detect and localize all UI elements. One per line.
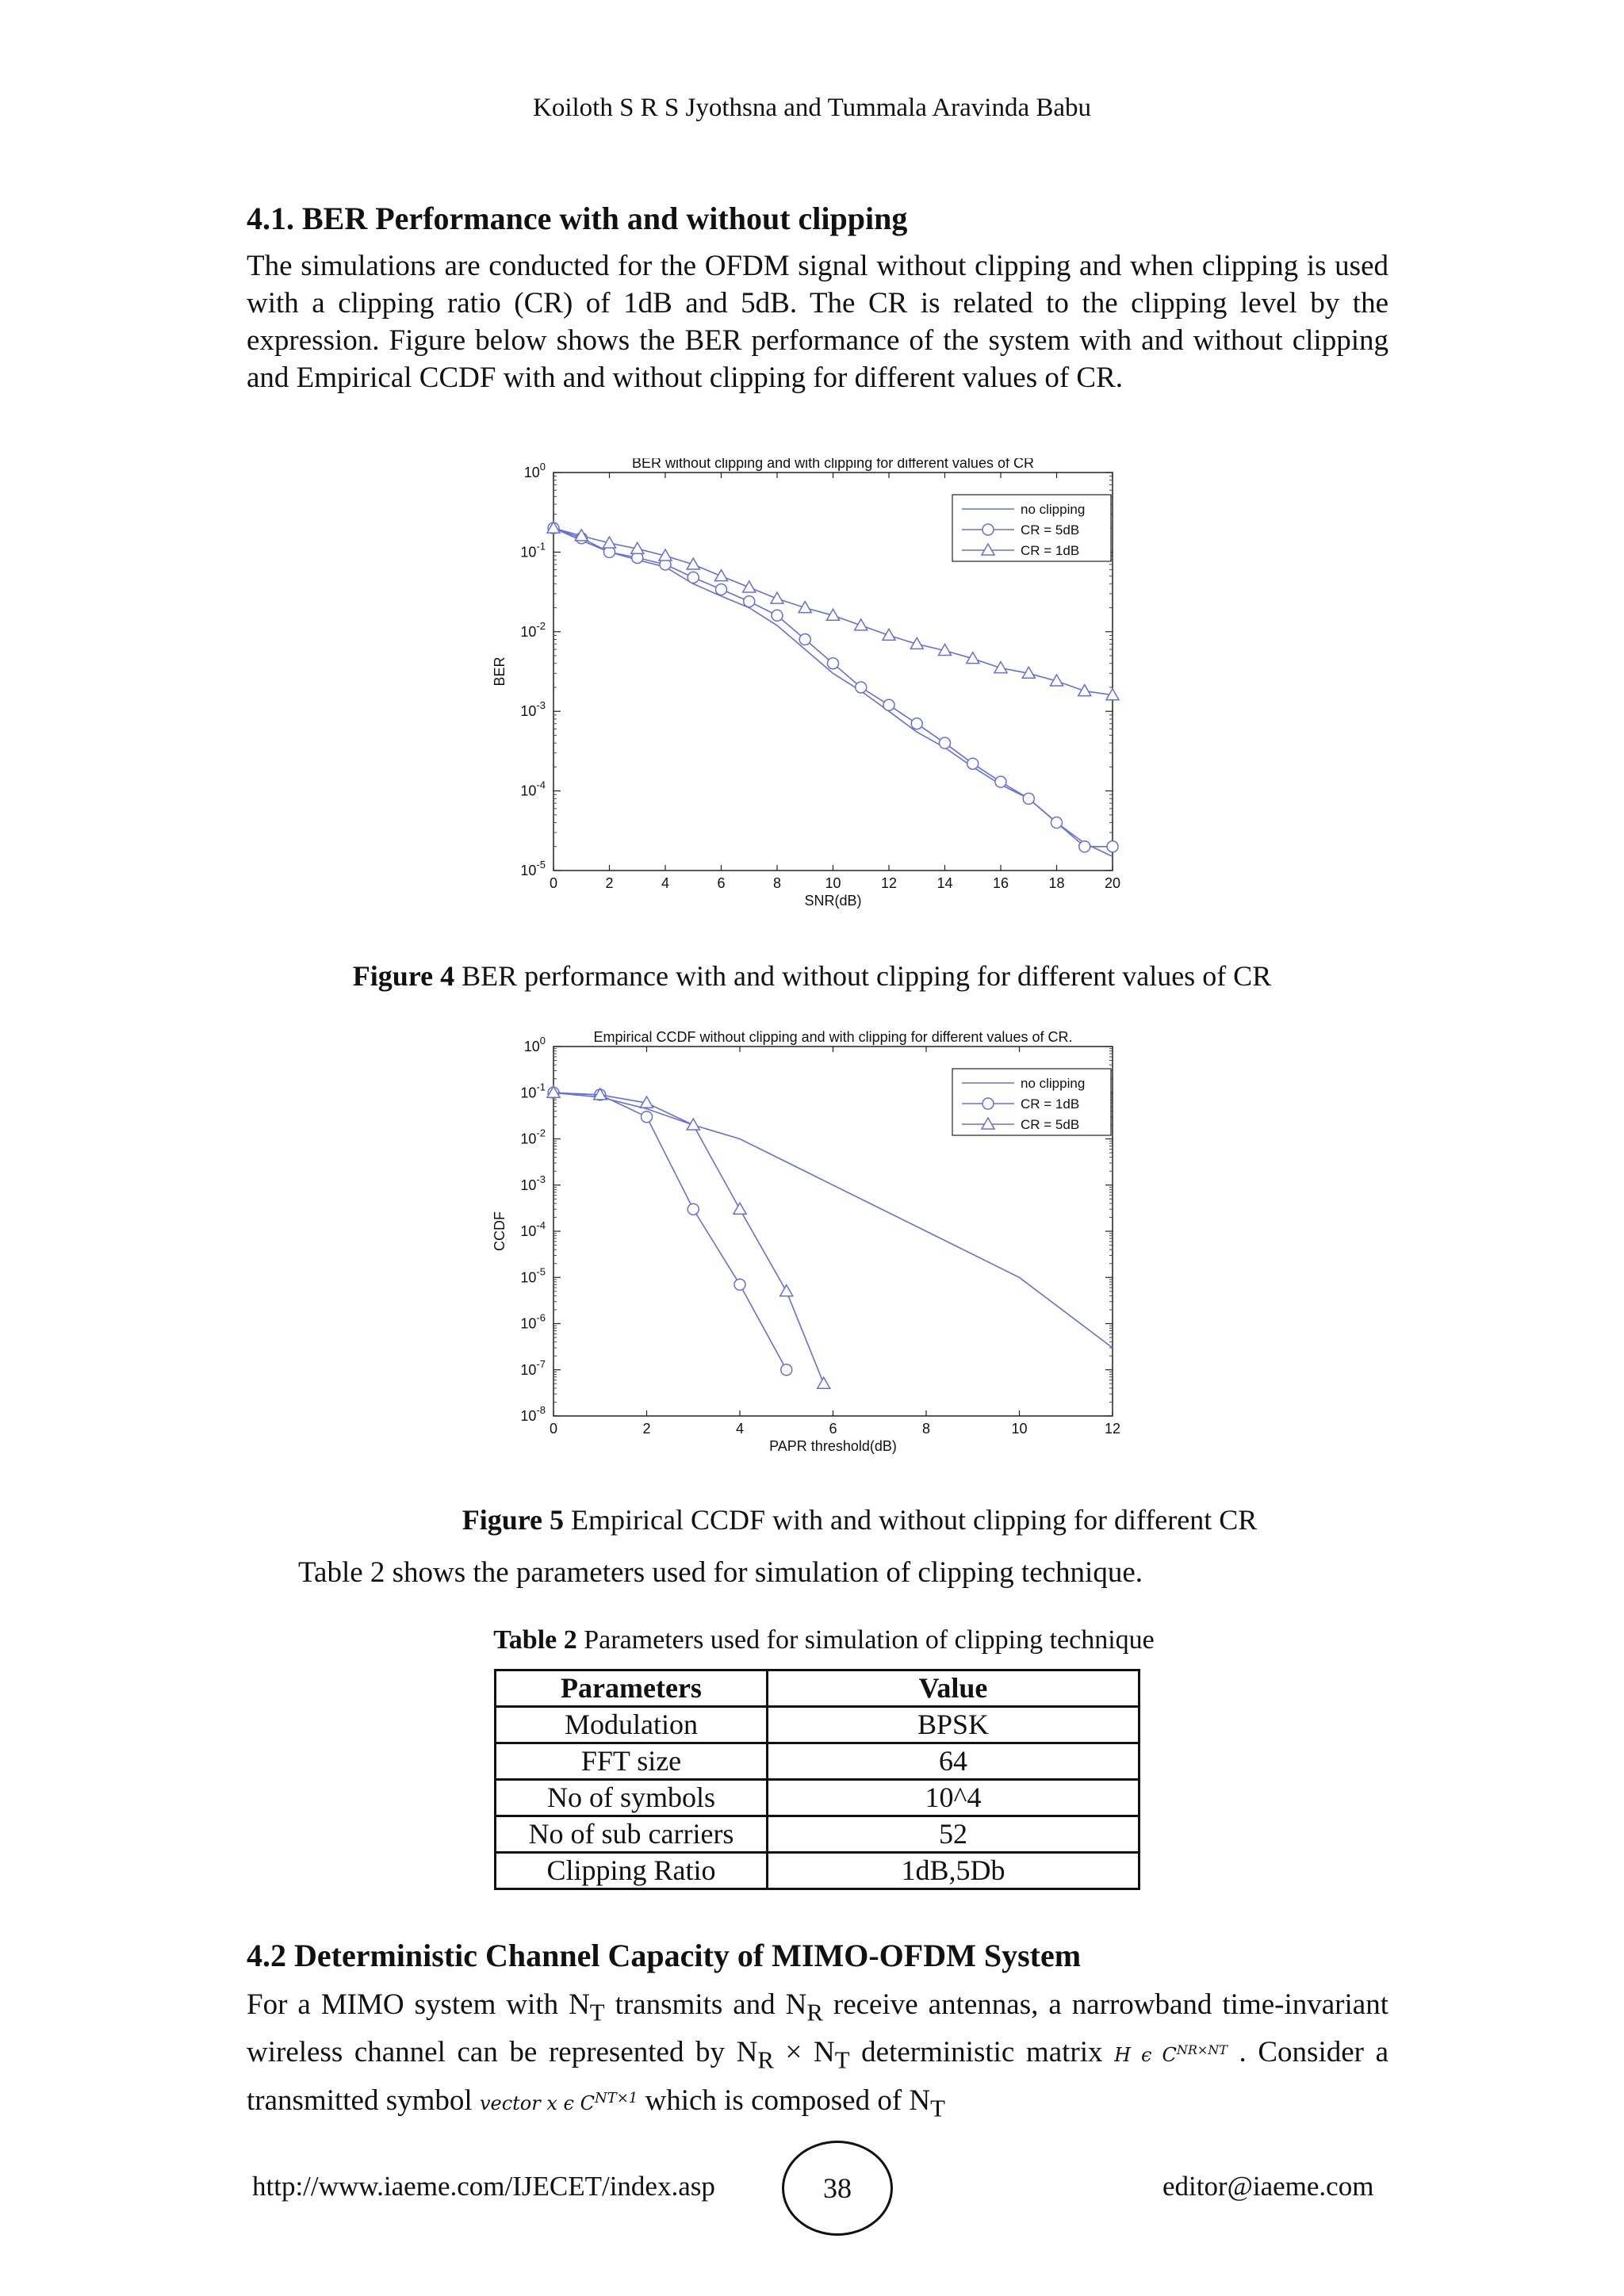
y-tick-label: $10^{-2}$ <box>520 619 546 640</box>
data-point-circle <box>688 1203 699 1215</box>
y-tick-label: $10^{-6}$ <box>520 1311 546 1332</box>
data-point-circle <box>642 1112 653 1123</box>
s2-text-1: For a MIMO system with N <box>247 1988 590 2021</box>
figure-5-caption <box>48 1503 1624 1536</box>
data-point-circle <box>940 737 951 748</box>
parameters-table <box>494 1669 1140 1890</box>
x-tick-label: 4 <box>735 1421 745 1437</box>
data-point-circle <box>716 584 727 595</box>
legend-label: CR = 5dB <box>1021 522 1080 538</box>
s2-sub-2: R <box>806 1999 823 2026</box>
data-point-circle <box>1107 841 1118 852</box>
data-point-circle <box>781 1364 792 1376</box>
ber-chart-svg <box>476 458 1134 934</box>
data-point-circle <box>1023 793 1034 804</box>
ccdf-chart <box>476 1015 1134 1479</box>
section-heading-4-1: 4.1. BER Performance with and without clipping <box>247 201 908 236</box>
x-tick-label: 6 <box>717 875 726 891</box>
header-value: Value <box>768 1670 1139 1707</box>
table-row <box>496 1853 1139 1889</box>
section-4-2-paragraph <box>247 1986 1388 2127</box>
data-point-circle <box>883 699 894 710</box>
x-tick-label: 2 <box>642 1421 651 1437</box>
s2-sub-1: T <box>589 1999 605 2026</box>
ber-chart <box>476 458 1134 938</box>
x-tick-label: 12 <box>1104 1421 1121 1437</box>
x-tick-label: 18 <box>1048 875 1065 891</box>
section-heading-4-2: 4.2 Deterministic Channel Capacity of MIMO-OFDM System <box>247 1938 1082 1973</box>
x-tick-label: 10 <box>825 875 841 891</box>
x-tick-label: 12 <box>880 875 898 891</box>
table-row <box>496 1743 1139 1780</box>
cell-param: Modulation <box>496 1707 768 1743</box>
header-parameters: Parameters <box>496 1670 768 1707</box>
math-vector-x <box>479 2089 638 2114</box>
figure-4-text: BER performance with and without clipping for different values of CR <box>462 960 1272 992</box>
data-point-circle <box>828 658 839 669</box>
data-point-circle <box>799 634 810 645</box>
y-tick-label: $10^{-1}$ <box>520 540 546 561</box>
y-tick-label: $10^{-4}$ <box>520 779 546 799</box>
x-tick-label: 14 <box>936 875 953 891</box>
table-header-row <box>496 1670 1139 1707</box>
math-x-base: vector x ϵ C <box>479 2091 595 2114</box>
y-tick-label: $10^{-5}$ <box>520 859 546 878</box>
s2-text-5: deterministic matrix <box>849 2036 1103 2069</box>
x-tick-label: 6 <box>829 1421 837 1437</box>
cell-value: 10^4 <box>768 1780 1139 1816</box>
s2-sub-3: R <box>757 2046 774 2074</box>
y-tick-label: $10^{-2}$ <box>520 1127 546 1147</box>
x-tick-label: 0 <box>549 875 558 891</box>
s2-text-4: × N <box>773 2036 835 2069</box>
x-axis-label: SNR(dB) <box>804 893 862 909</box>
table-2-caption-text: Parameters used for simulation of clipping technique <box>584 1625 1155 1655</box>
page-number: 38 <box>782 2141 893 2236</box>
cell-value: 52 <box>768 1816 1139 1853</box>
ccdf-chart-svg <box>476 1015 1134 1475</box>
cell-value: 1dB,5Db <box>768 1853 1139 1889</box>
y-tick-label: $10^{-8}$ <box>520 1404 546 1424</box>
data-point-circle <box>1051 817 1063 828</box>
data-point-circle <box>1079 841 1090 852</box>
y-axis-label: BER <box>492 656 508 687</box>
figure-4-caption <box>0 959 1624 993</box>
cell-param: FFT size <box>496 1743 768 1780</box>
x-tick-label: 8 <box>772 875 782 891</box>
x-axis-label: PAPR threshold(dB) <box>769 1438 897 1454</box>
table-intro-text: Table 2 shows the parameters used for simulation of clipping technique. <box>298 1556 1143 1589</box>
data-point-circle <box>967 758 979 769</box>
footer-email[interactable]: editor@iaeme.com <box>1162 2171 1374 2202</box>
math-x-sup: NT×1 <box>594 2089 638 2107</box>
s2-text-6: . Consider a transmitted symbol <box>247 2036 1389 2117</box>
x-tick-label: 4 <box>661 875 670 891</box>
data-point-circle <box>856 682 867 693</box>
data-point-circle <box>688 572 699 583</box>
x-tick-label: 10 <box>1011 1421 1028 1437</box>
cell-param: No of symbols <box>496 1780 768 1816</box>
footer-url[interactable]: http://www.iaeme.com/IJECET/index.asp <box>252 2171 715 2202</box>
s2-sub-7: T <box>930 2095 945 2122</box>
y-tick-label: $10^0$ <box>523 1035 546 1054</box>
legend-label: CR = 1dB <box>1021 543 1080 558</box>
table-row <box>496 1707 1139 1743</box>
figure-5-text: Empirical CCDF with and without clipping for different CR <box>571 1504 1258 1536</box>
cell-param: No of sub carriers <box>496 1816 768 1853</box>
cell-param: Clipping Ratio <box>496 1853 768 1889</box>
running-header: Koiloth S R S Jyothsna and Tummala Aravinda Babu <box>532 94 1092 122</box>
legend-marker-circle <box>982 1098 994 1109</box>
x-tick-label: 2 <box>605 875 614 891</box>
x-tick-label: 20 <box>1104 875 1121 891</box>
data-point-circle <box>734 1279 745 1290</box>
y-axis-label: CCDF <box>492 1211 508 1251</box>
s2-text-7: which is composed of N <box>638 2084 931 2117</box>
math-h-sup: NR×NT <box>1176 2042 1228 2058</box>
figure-4-label: Figure 4 <box>352 960 455 992</box>
data-point-circle <box>744 596 755 607</box>
x-tick-label: 8 <box>921 1421 931 1437</box>
table-2-label: Table 2 <box>493 1625 577 1655</box>
table-2-caption <box>12 1625 1624 1655</box>
s2-sub-4: T <box>834 2046 850 2074</box>
legend-marker-circle <box>982 524 994 535</box>
y-tick-label: $10^{-5}$ <box>520 1265 546 1286</box>
legend-label: CR = 5dB <box>1021 1117 1080 1132</box>
data-point-circle <box>911 718 922 729</box>
table-row <box>496 1816 1139 1853</box>
y-tick-label: $10^{-7}$ <box>520 1357 546 1378</box>
s2-text-3: receive antennas, a narrowband time-invariant wireless channel can be represented by N <box>247 1988 1388 2069</box>
y-tick-label: $10^{-4}$ <box>520 1219 546 1239</box>
x-tick-label: 0 <box>549 1421 558 1437</box>
data-point-circle <box>995 776 1006 787</box>
figure-5-label: Figure 5 <box>462 1504 565 1536</box>
legend-label: no clipping <box>1021 502 1086 517</box>
legend-label: CR = 1dB <box>1021 1096 1080 1112</box>
chart-title: Empirical CCDF without clipping and with clipping for different values of CR. <box>593 1029 1073 1045</box>
legend-label: no clipping <box>1021 1076 1086 1091</box>
math-matrix-h <box>1114 2044 1228 2066</box>
chart-title: BER without clipping and with clipping for different values of CR <box>632 458 1034 471</box>
y-tick-label: $10^{-3}$ <box>520 1173 546 1193</box>
x-tick-label: 16 <box>992 875 1009 891</box>
cell-value: BPSK <box>768 1707 1139 1743</box>
y-tick-label: $10^{-3}$ <box>520 699 546 720</box>
y-tick-label: $10^0$ <box>523 461 546 480</box>
y-tick-label: $10^{-1}$ <box>520 1081 546 1101</box>
cell-value: 64 <box>768 1743 1139 1780</box>
data-point-circle <box>772 610 783 621</box>
math-h-base: H ϵ C <box>1114 2044 1177 2067</box>
table-row <box>496 1780 1139 1816</box>
s2-text-2: transmits and N <box>604 1988 807 2021</box>
section-4-1-paragraph: The simulations are conducted for the OFDM signal without clipping and when clipping is used with a clipping ratio (CR) of 1dB and 5dB. The CR is related to the clipping level by the expression. Figure below shows the BER performance of the system with and without clipping and Empirical CCDF with and without clipping for different values of CR. <box>247 250 1388 394</box>
